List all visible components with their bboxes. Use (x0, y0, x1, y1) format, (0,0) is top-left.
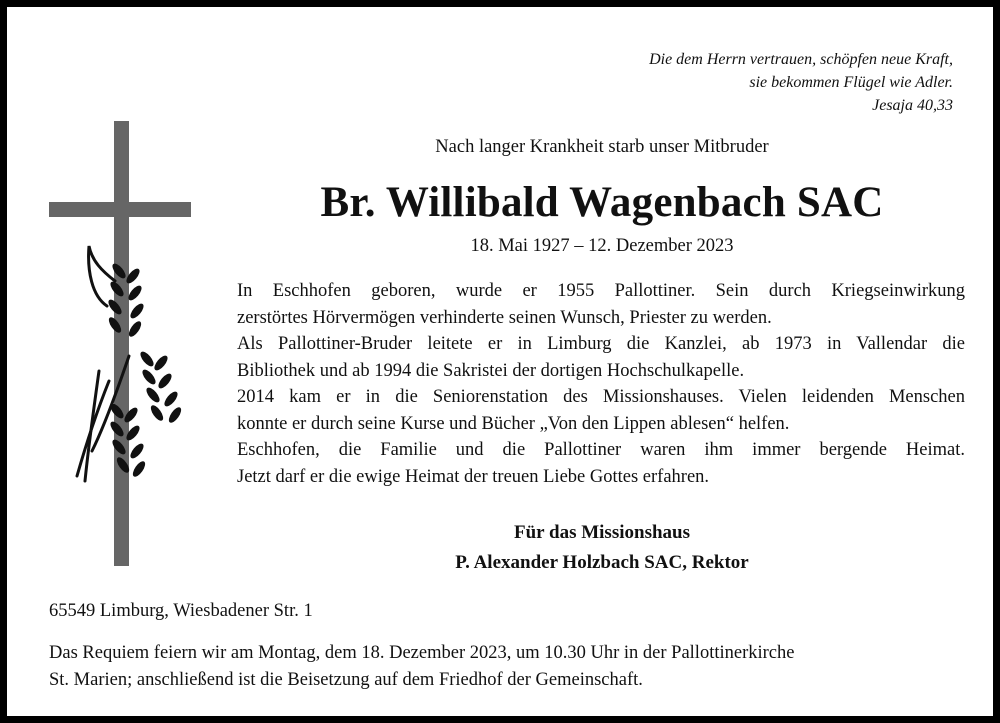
bio-line: konnte er durch seine Kurse und Bücher „Von den Lippen ablesen“ helfen. (237, 413, 790, 434)
deceased-name: Br. Willibald Wagenbach SAC (320, 179, 884, 226)
quote-line-2: sie bekommen Flügel wie Adler. (749, 74, 953, 91)
signature-block (237, 518, 967, 578)
bio-line: In Eschhofen geboren, wurde er 1955 Pallottiner. Sein durch Kriegseinwirkung (237, 281, 965, 301)
address: 65549 Limburg, Wiesbadener Str. 1 (49, 601, 313, 621)
bio-line: Als Pallottiner-Bruder leitete er in Limburg die Kanzlei, ab 1973 in Vallendar die (237, 334, 965, 354)
cross-vertical-beam (114, 121, 129, 566)
biography (237, 278, 965, 490)
bio-line: Bibliothek und ab 1994 die Sakristei der dortigen Hochschulkapelle. (237, 360, 745, 381)
life-dates: 18. Mai 1927 – 12. Dezember 2023 (470, 236, 734, 256)
quote-reference: Jesaja 40,33 (872, 97, 953, 114)
quote-line-1: Die dem Herrn vertrauen, schöpfen neue Kraft, (649, 51, 953, 68)
bio-line: zerstörtes Hörvermögen verhinderte seinen Wunsch, Priester zu werden. (237, 307, 772, 328)
intro-line: Nach langer Krankheit starb unser Mitbruder (435, 137, 769, 157)
bio-line: Jetzt darf er die ewige Heimat der treuen Liebe Gottes erfahren. (237, 466, 710, 487)
cross-with-wheat-icon (47, 121, 197, 571)
signature-line-2: P. Alexander Holzbach SAC, Rektor (455, 552, 749, 573)
signature-line-1: Für das Missionshaus (514, 522, 690, 543)
bible-quote (649, 48, 953, 117)
requiem-line-2: St. Marien; anschließend ist die Beisetzung auf dem Friedhof der Gemeinschaft. (49, 670, 643, 690)
bio-line: 2014 kam er in die Seniorenstation des Missionshauses. Vielen leidenden Menschen (237, 387, 965, 407)
bio-line: Eschhofen, die Familie und die Pallottiner waren ihm immer bergende Heimat. (237, 440, 965, 460)
requiem-notice (49, 640, 954, 694)
cross-horizontal-beam (49, 202, 191, 217)
requiem-line-1: Das Requiem feiern wir am Montag, dem 18. Dezember 2023, um 10.30 Uhr in der Pallottinerkirche (49, 643, 795, 663)
